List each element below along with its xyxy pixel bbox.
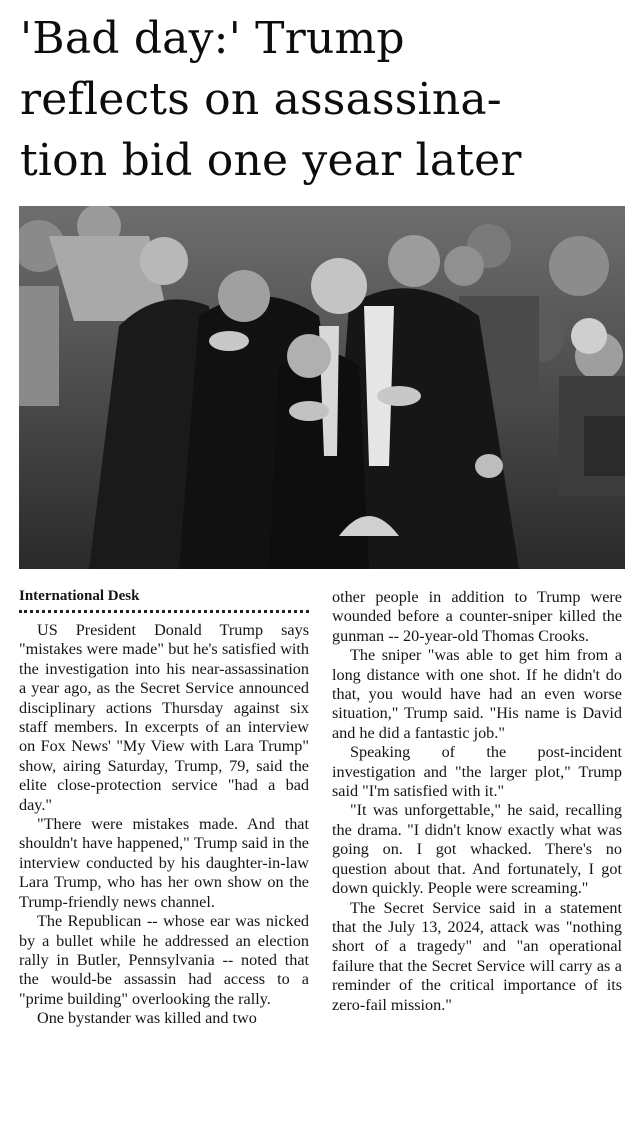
article-column-left xyxy=(19,586,309,1029)
paragraph: "There were mistakes made. And that shouldn't have happened," Trump said in the interview conducted by his daughter-in-law Lara Trump, who has her own show on the Trump-friendly news channel. xyxy=(19,815,309,911)
rally-photo xyxy=(19,206,625,569)
paragraph: Speaking of the post-incident investigation and "the larger plot," Trump said "I'm satisfied with it." xyxy=(332,743,622,801)
headline-line-3: tion bid one year later xyxy=(20,135,522,186)
paragraph: The Secret Service said in a statement that the July 13, 2024, attack was "nothing short of a tragedy" and "an operational failure that the Secret Service will carry as a reminder of the critical importance of its zero-fail mission." xyxy=(332,898,622,1014)
headline-line-1: 'Bad day:' Trump xyxy=(20,13,405,64)
article-column-right xyxy=(332,588,622,1015)
dotted-divider xyxy=(19,610,309,613)
paragraph: The sniper "was able to get him from a long distance with one shot. If he didn't do that, you would have had an even worse situation," Trump said. "His name is David and he did a fantastic job." xyxy=(332,646,622,742)
headline-line-2: reflects on assassina- xyxy=(20,74,502,125)
paragraph-continued: other people in addition to Trump were wounded before a counter-sniper killed the gunman -- 20-year-old Thomas Crooks. xyxy=(332,588,622,645)
headline xyxy=(20,8,625,191)
paragraph: The Republican -- whose ear was nicked by a bullet while he addressed an election rally in Butler, Pennsylvania -- noted that the would-be assassin had access to a "prime building" overlooking the rally. xyxy=(19,912,309,1008)
paragraph: US President Donald Trump says "mistakes were made" but he's satisfied with the investigation into his near-assassination a year ago, as the Secret Service announced disciplinary actions Thursday against six staff members. In excerpts of an interview on Fox News' "My View with Lara Trump" show, airing Saturday, Trump, 79, said the elite close-protection service "had a bad day." xyxy=(19,621,309,814)
paragraph: One bystander was killed and two xyxy=(37,1009,257,1028)
section-label: International Desk xyxy=(19,588,140,604)
paragraph: "It was unforgettable," he said, recalling the drama. "I didn't know exactly what was going on. I got whacked. There's no question about that. And fortunately, I got down quickly. People were screaming." xyxy=(332,801,622,898)
